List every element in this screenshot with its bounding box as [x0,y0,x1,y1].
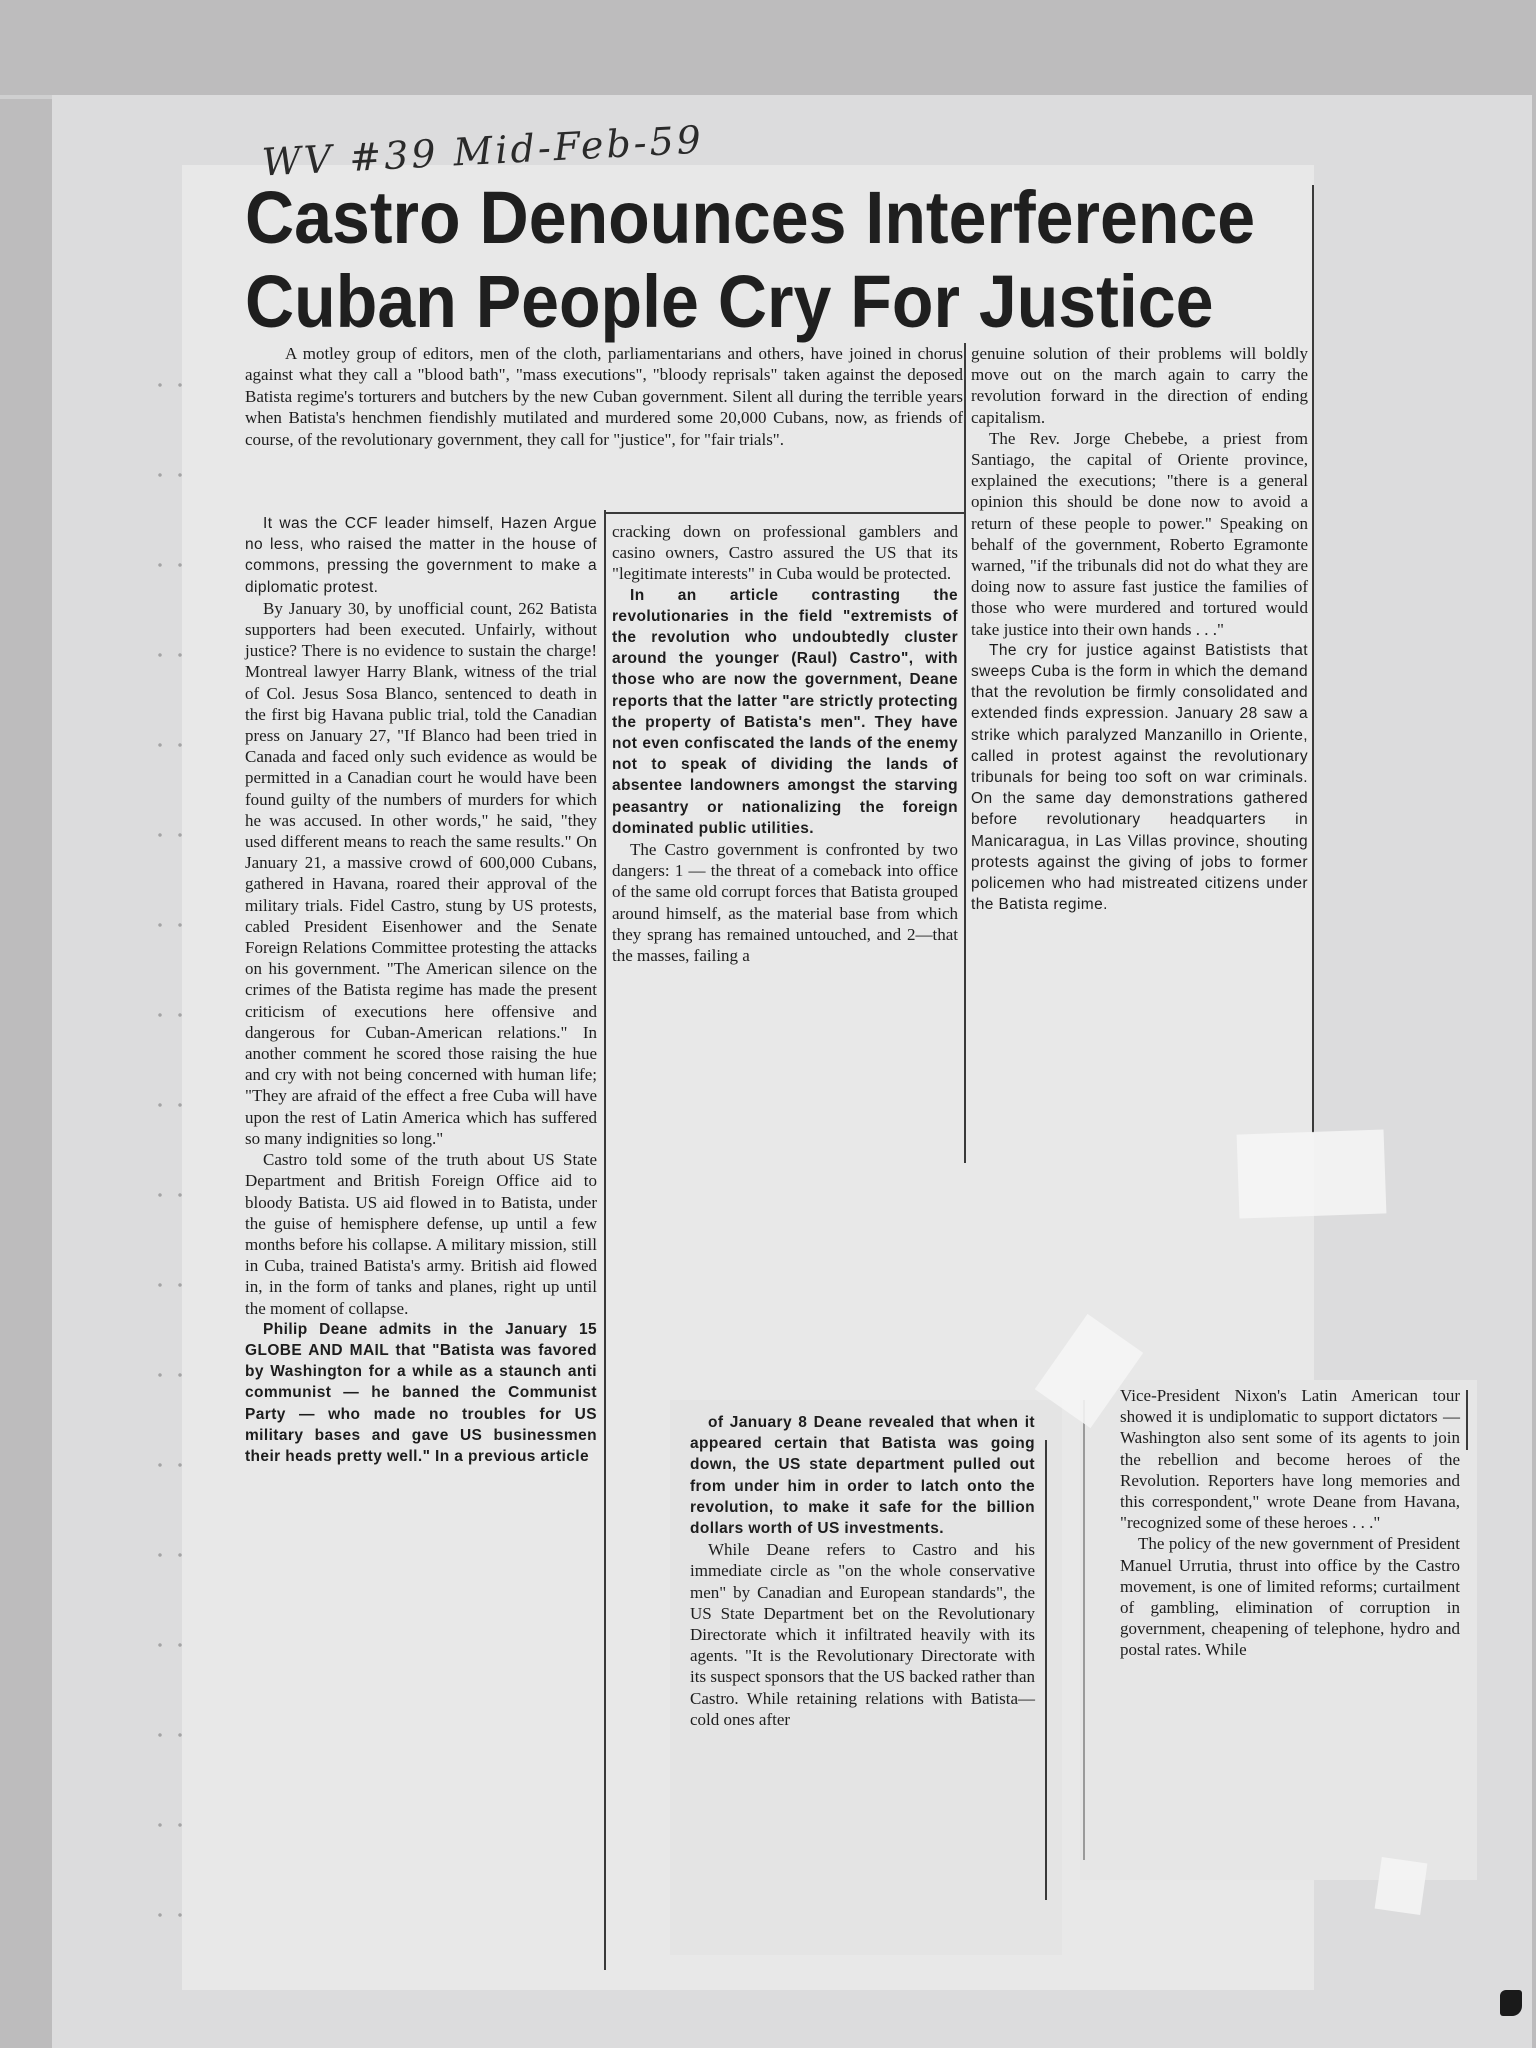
headline-line-1: Castro Denounces Interference [245,176,1256,259]
clipping-2-paragraph: of January 8 Deane revealed that when it appeared certain that Batista was going down, the US state department pulled out from under him in order to latch onto the revolution, to make it safe for the billion dollars worth of US investments. [690,1414,1035,1538]
corner-mark [1500,1990,1522,2016]
column-rule-right [1312,185,1314,1133]
headline-line-2: Cuban People Cry For Justice [245,260,1214,343]
board-top-edge [0,95,52,99]
column-1-paragraph: Castro told some of the truth about US State Department and British Foreign Office aid to bloody Batista. US aid flowed in to Batista, under the guise of hemisphere defense, up until a few months before his collapse. A military mission, still in Cuba, trained Batista's army. British aid flowed in, in the form of tanks and planes, right up until the moment of collapse. [245,1150,597,1318]
tape-piece-3 [1375,1857,1428,1915]
column-3-paragraph: The Rev. Jorge Chebebe, a priest from Santiago, the capital of Oriente province, explained the executions; "there is a general opinion this should be done now to avoid a return of these people to power." Speaking on behalf of the government, Roberto Egramonte warned, "if the tribunals did not do what they are doing now to assure fast justice the families of those who were murdered and tortured would take justice into their own hands . . ." [971,428,1308,639]
column-1 [245,513,597,1467]
column-3-paragraph: genuine solution of their problems will boldly move out on the march again to carry the revolution forward in the direction of ending capitalism. [971,344,1308,427]
clipping-2-rule [1045,1440,1047,1900]
column-1-paragraph: By January 30, by unofficial count, 262 Batista supporters had been executed. Unfairly, without justice? There is no evidence to sustain the charge! Montreal lawyer Harry Blank, witness of the trial of Col. Jesus Sosa Blanco, sentenced to death in the first big Havana public trial, told the Canadian press on January 27, "If Blanco had been tried in Canada and faced only such evidence as would be permitted in a Canadian court he would have been found guilty of the numbers of murders for which he was accused. In other words," he said, "they used different means to reach the same results." On January 21, a massive crowd of 600,000 Cubans, gathered in Havana, roared their approval of the military trials. Fidel Castro, stung by US protests, cabled President Eisenhower and the Senate Foreign Relations Committee protesting the attacks on his government. "The American silence on the crimes of the Batista regime has made the present criticism of executions here offensive and dangerous for Cuban-American relations." In another comment he scored those raising the hue and cry with not being concerned with human life; "They are afraid of the effect a free Cuba will have upon the rest of Latin America which has suffered so many indignities so long." [245,598,597,1148]
clipping-3-paragraph: Vice-President Nixon's Latin American tour showed it is undiplomatic to support dictators — Washington also sent some of its agents to join the rebellion and become heroes of the Revolution. Reporters have long memories and this correspondent," wrote Deane from Havana, "recognized some of these heroes . . ." [1120,1386,1460,1533]
column-3 [971,343,1308,915]
column-1-paragraph: It was the CCF leader himself, Hazen Argue no less, who raised the matter in the house of commons, pressing the government to make a diplomatic protest. [245,515,597,596]
margin-specks [150,340,190,1980]
column-2-paragraph: In an article contrasting the revolutionaries in the field "extremists of the revolution who undoubtedly cluster around the younger (Raul) Castro", with those who are now the government, Deane reports that the latter "are strictly protecting the property of Batista's men". They have not even confiscated the lands of the enemy not to speak of dividing the lands of absentee landowners amongst the starving peasantry or nationalizing the foreign dominated public utilities. [612,586,958,837]
handwritten-annotation: WV #39 Mid-Feb-59 [260,117,705,185]
clipping-3-text [1120,1385,1460,1661]
tape-piece-1 [1237,1129,1387,1218]
column-rule-2 [964,343,966,1163]
lead-paragraph [245,343,963,450]
clipping-3-rule-right [1466,1390,1468,1450]
lead-paragraph-text: A motley group of editors, men of the cloth, parliamentarians and others, have joined in chorus against what they call a "blood bath", "mass executions", "bloody reprisals" taken against the deposed Batista regime's torturers and butchers by the new Cuban government. Silent all during the terrible years when Batista's henchmen fiendishly mutilated and murdered some 20,000 Cubans, now, as friends of course, of the revolutionary government, they call for "justice", for "fair trials". [245,344,963,449]
clipping-2-text [690,1412,1035,1730]
clipping-3-paragraph: The policy of the new government of President Manuel Urrutia, thrust into office by the Castro movement, is one of limited reforms; curtailment of gambling, elimination of corruption in government, cheapening of telephone, hydro and postal rates. While [1120,1534,1460,1660]
column-1-paragraph: Philip Deane admits in the January 15 GLOBE AND MAIL that "Batista was favored by Washington for a while as a staunch anti communist — he banned the Communist Party — who made no troubles for US military bases and gave US businessmen their heads pretty well." In a previous article [245,1320,597,1465]
column-3-paragraph: The cry for justice against Batistists that sweeps Cuba is the form in which the demand that the revolution be firmly consolidated and extended finds expression. January 28 saw a strike which paralyzed Manzanillo in Oriente, called in protest against the revolutionary tribunals for being too soft on war criminals. On the same day demonstrations gathered before revolutionary headquarters in Manicaragua, in Las Villas province, shouting protests against the giving of jobs to former policemen who had mistreated citizens under the Batista regime. [971,641,1308,914]
column-2 [612,521,958,966]
clipping-3-rule-left [1083,1400,1085,1860]
column-rule-1 [604,510,606,1970]
lead-separator [604,512,964,514]
column-2-paragraph: The Castro government is confronted by two dangers: 1 — the threat of a comeback into office of the same old corrupt forces that Batista grouped around himself, as the material base from which they sprang has remained untouched, and 2—that the masses, failing a [612,840,958,966]
column-2-paragraph: cracking down on professional gamblers and casino owners, Castro assured the US that its "legitimate interests" in Cuba would be protected. [612,522,958,584]
clipping-2-paragraph: While Deane refers to Castro and his immediate circle as "on the whole conservative men" by Canadian and European standards", the US State Department bet on the Revolutionary Directorate which it infiltrated heavily with its agents. "It is the Revolutionary Directorate with its suspect sponsors that the US backed rather than Castro. While retaining relations with Batista—cold ones after [690,1540,1035,1729]
